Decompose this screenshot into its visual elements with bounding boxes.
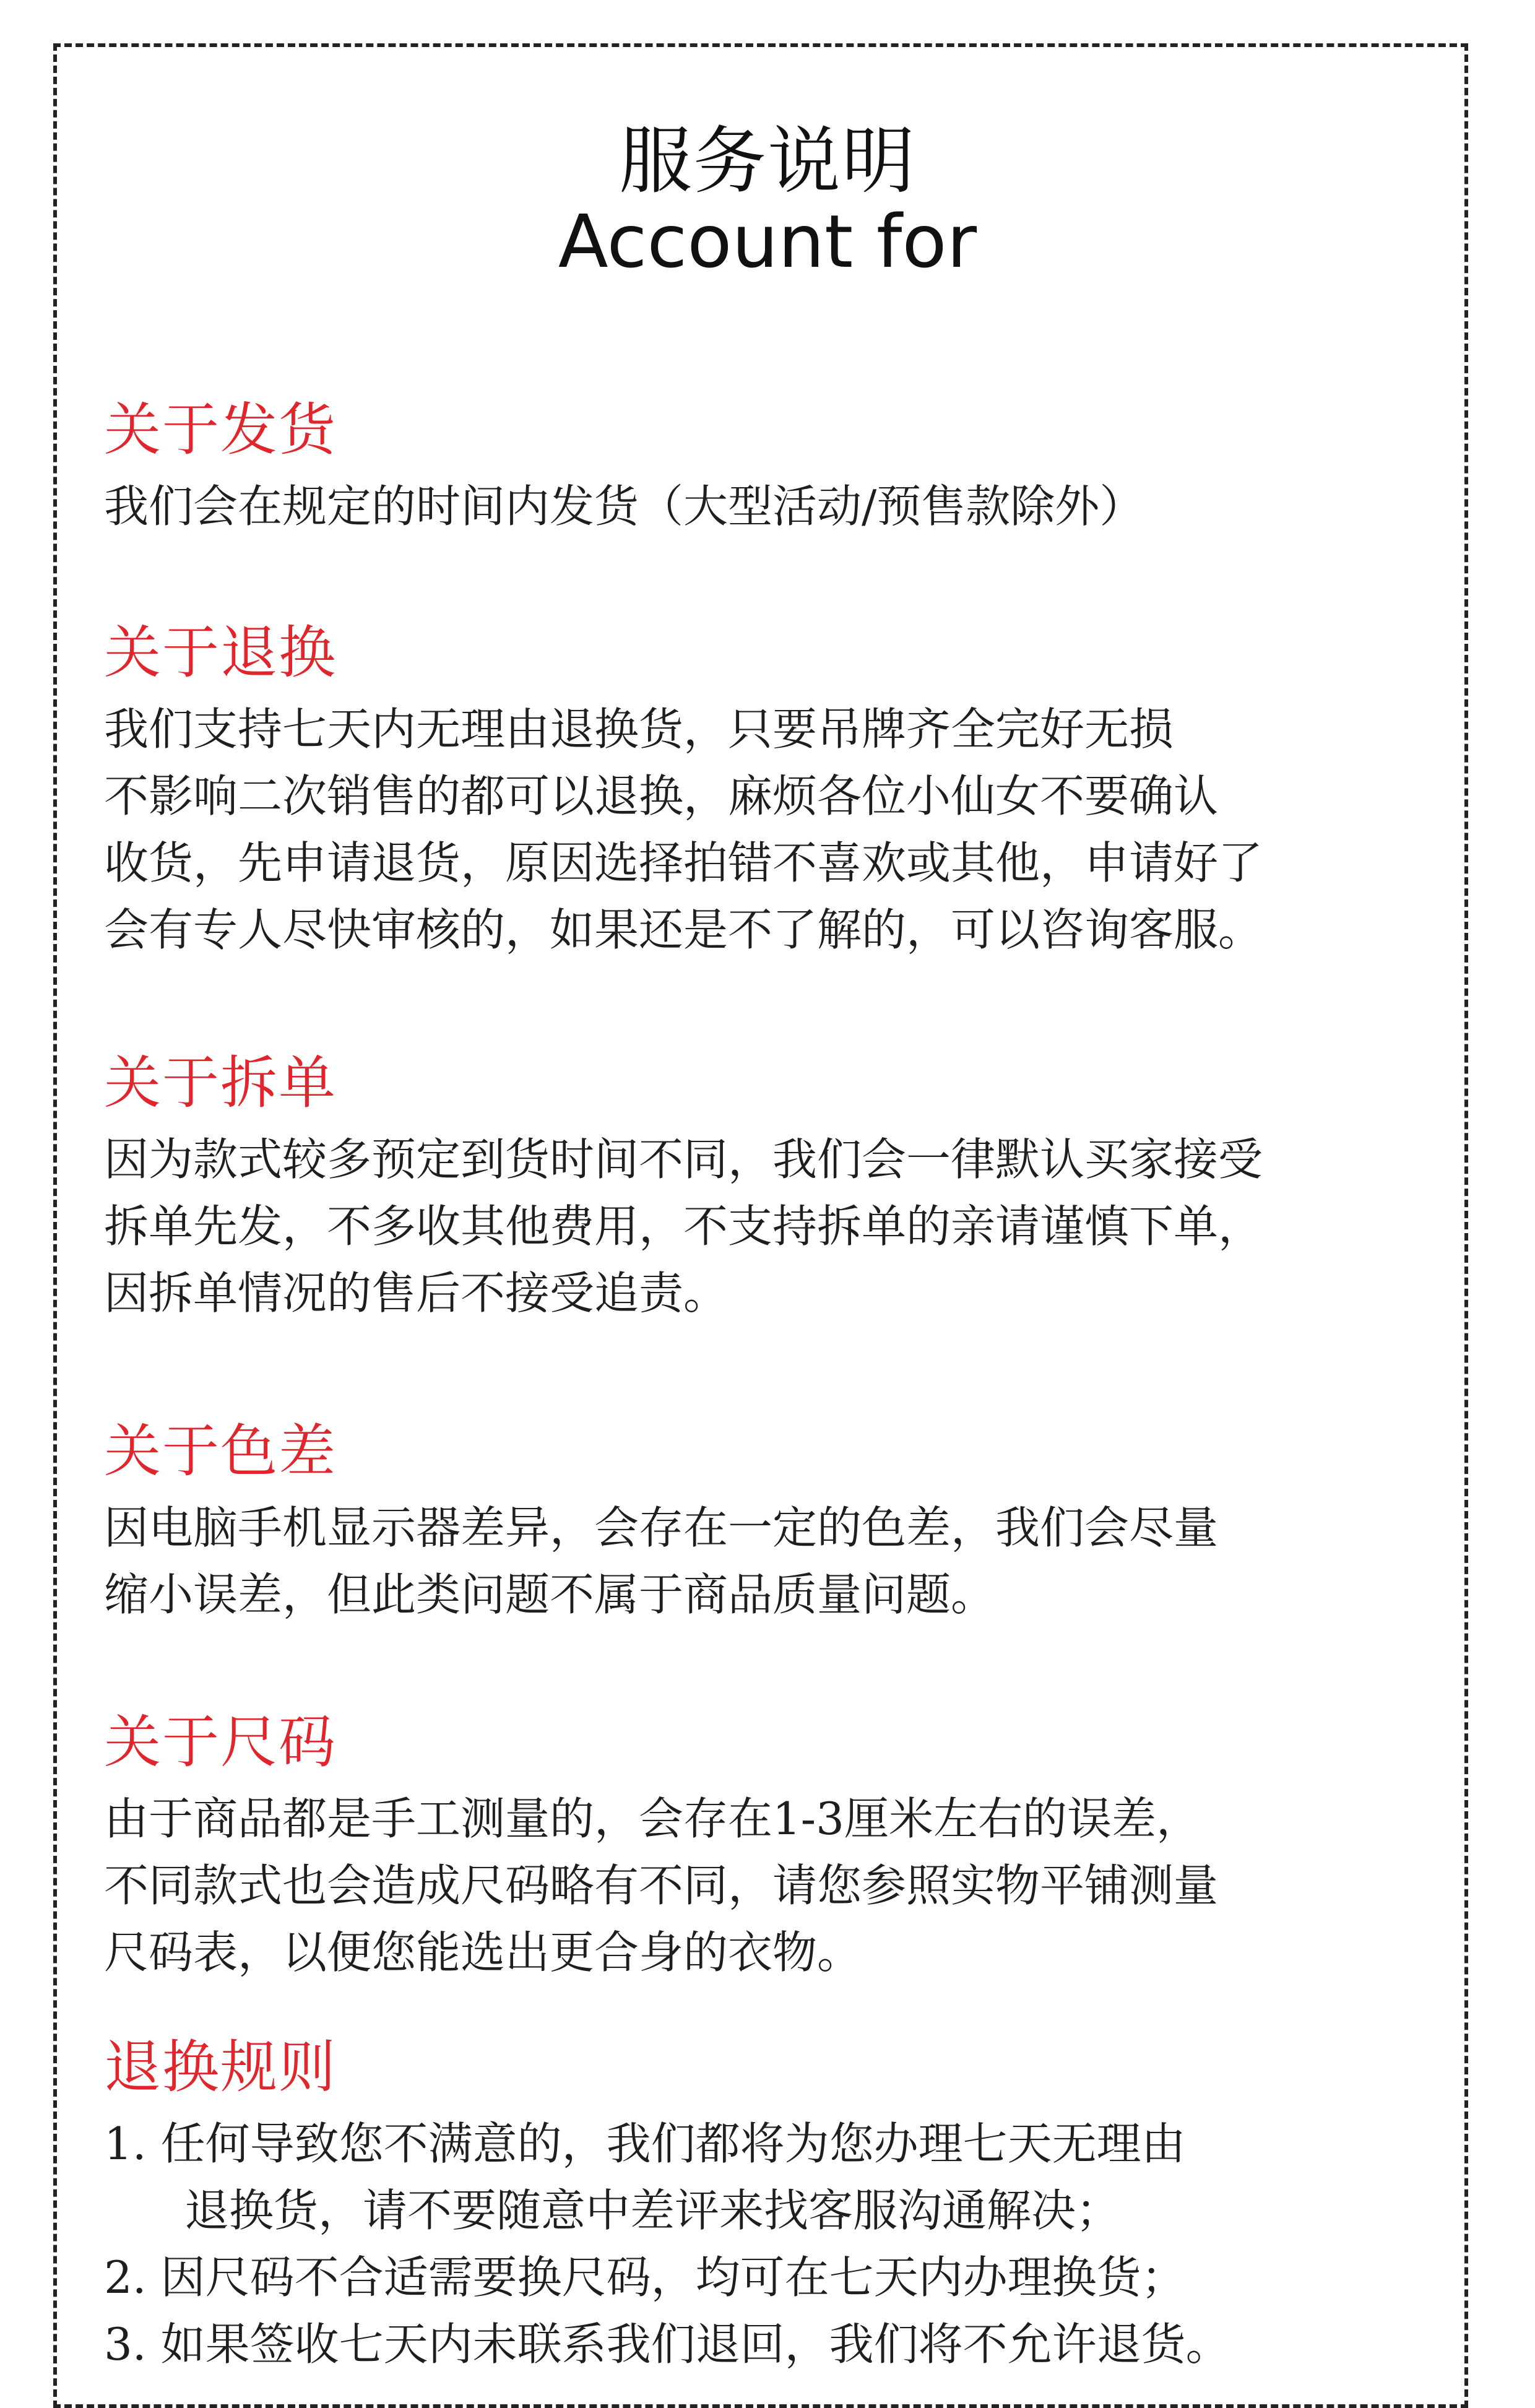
- body-line: 因为款式较多预定到货时间不同，我们会一律默认买家接受: [104, 1133, 1263, 1185]
- body-line: 拆单先发，不多收其他费用，不支持拆单的亲请谨慎下单，: [104, 1200, 1263, 1252]
- section-split-order: [104, 1049, 1447, 1327]
- section-title-color-difference: 关于色差: [104, 1418, 337, 1484]
- body-line: 因电脑手机显示器差异，会存在一定的色差，我们会尽量: [104, 1502, 1219, 1554]
- page-title-chinese: 服务说明: [618, 118, 916, 204]
- body-line: 由于商品都是手工测量的，会存在1-3厘米左右的误差，: [104, 1793, 1201, 1845]
- body-line: 收货，先申请退货，原因选择拍错不喜欢或其他，申请好了: [104, 837, 1263, 889]
- body-line: 不影响二次销售的都可以退换，麻烦各位小仙女不要确认: [104, 770, 1219, 822]
- body-line: 不同款式也会造成尺码略有不同，请您参照实物平铺测量: [104, 1860, 1219, 1912]
- section-title-returns: 关于退换: [104, 620, 337, 686]
- section-body-sizing: [104, 1785, 1447, 1986]
- section-title-sizing: 关于尺码: [104, 1709, 337, 1775]
- body-line: 我们会在规定的时间内发货（大型活动/预售款除外）: [104, 480, 1144, 532]
- section-return-rules: [104, 2033, 1447, 2378]
- section-body-color-difference: [104, 1494, 1447, 1628]
- section-title-return-rules: 退换规则: [104, 2034, 337, 2100]
- rule-item-1-continued: 退换货，请不要随意中差评来找客服沟通解决；: [184, 2185, 1121, 2237]
- section-body-shipping: [104, 473, 1447, 540]
- section-body-return-rules: [104, 2110, 1447, 2378]
- section-color-difference: [104, 1418, 1447, 1628]
- page-header: [0, 118, 1535, 284]
- page-title-english: Account for: [558, 199, 977, 284]
- rule-item-2: 2. 因尺码不合适需要换尺码，均可在七天内办理换货；: [104, 2251, 1186, 2303]
- body-line: 因拆单情况的售后不接受追责。: [104, 1267, 729, 1319]
- section-shipping: [104, 396, 1447, 540]
- body-line: 我们支持七天内无理由退换货，只要吊牌齐全完好无损: [104, 703, 1174, 755]
- section-returns: [104, 619, 1447, 963]
- section-body-split-order: [104, 1126, 1447, 1327]
- rule-item-3: 3. 如果签收七天内未联系我们退回，我们将不允许退货。: [104, 2318, 1230, 2370]
- body-line: 尺码表，以便您能选出更合身的衣物。: [104, 1926, 862, 1978]
- section-title-split-order: 关于拆单: [104, 1050, 337, 1116]
- section-sizing: [104, 1709, 1447, 1986]
- body-line: 会有专人尽快审核的，如果还是不了解的，可以咨询客服。: [104, 904, 1263, 956]
- rule-item-1: 1. 任何导致您不满意的，我们都将为您办理七天无理由: [104, 2118, 1186, 2170]
- section-title-shipping: 关于发货: [104, 397, 337, 463]
- body-line: 缩小误差，但此类问题不属于商品质量问题。: [104, 1569, 996, 1621]
- section-body-returns: [104, 696, 1447, 963]
